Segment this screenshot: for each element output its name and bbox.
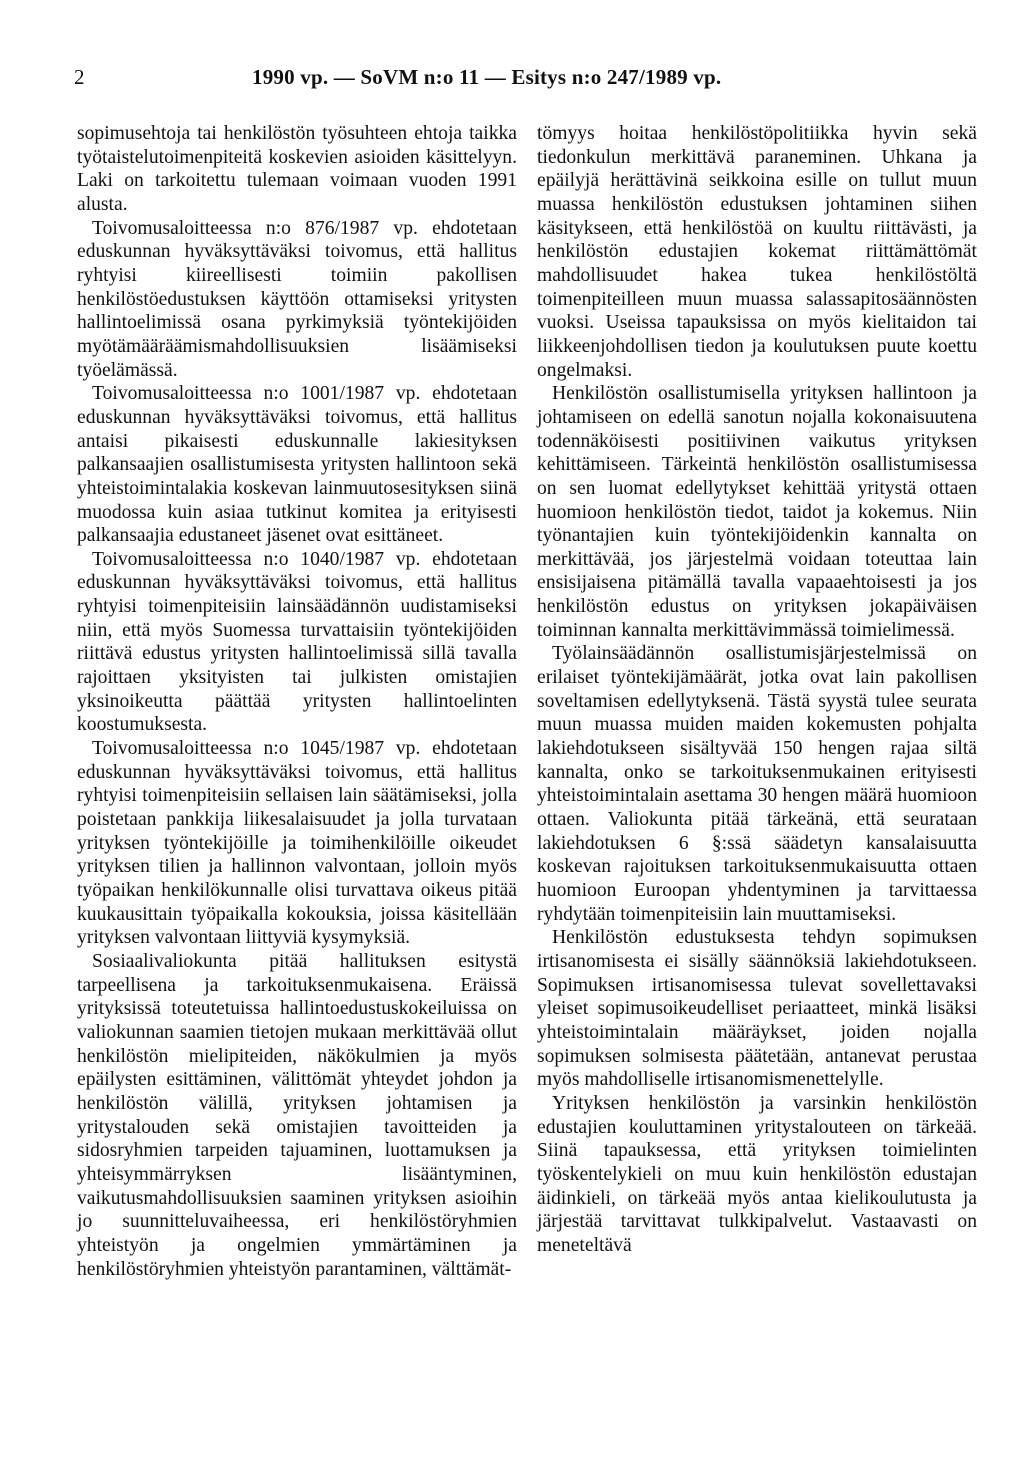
left-column <box>77 122 517 1281</box>
paragraph: Yrityksen henkilöstön ja varsinkin henkilöstön edustajien kouluttaminen yritystalouteen on tärkeää. Siinä tapauksessa, että yrityksen toimielinten työskentelykieli on muu kuin henkilöstön edustajan äidinkieli, on tärkeää myös antaa kielikoulutusta ja järjestää tarvittavat tulkkipalvelut. Vastaavasti on meneteltävä <box>537 1092 977 1256</box>
paragraph: Toivomusaloitteessa n:o 1040/1987 vp. ehdotetaan eduskunnan hyväksyttäväksi toivomus, että hallitus ryhtyisi toimenpiteisiin lainsäädännön uudistamiseksi niin, että myös Suomessa turvattaisiin työntekijöiden riittävä edustus yritysten hallintoelimissä sillä tavalla rajoittaen yksityisten tai julkisten omistajien yksinoikeutta päättää yritysten hallintoelinten koostumuksesta. <box>77 548 517 736</box>
paragraph: Toivomusaloitteessa n:o 1045/1987 vp. ehdotetaan eduskunnan hyväksyttäväksi toivomus, että hallitus ryhtyisi toimenpiteisiin sellaisen lain säätämiseksi, jolla poistetaan pankkija liikesalaisuudet ja jolla turvataan yrityksen työntekijöille ja toimihenkilöille oikeudet yrityksen tilien ja hallinnon valvontaan, jolloin myös työpaikan henkilökunnalle olisi turvattava oikeus pitää kuukausittain työpaikalla kokouksia, joissa käsitellään yrityksen valvontaan liittyviä kysymyksiä. <box>77 738 517 949</box>
paragraph: Toivomusaloitteessa n:o 1001/1987 vp. ehdotetaan eduskunnan hyväksyttäväksi toivomus, että hallitus antaisi pikaisesti eduskunnalle lakiesityksen palkansaajien osallistumisesta yritysten hallintoon sekä yhteistoimintalakia koskevan lainmuutosesityksen siinä muodossa kuin asiaa tutkinut komitea ja erityisesti palkansaajia edustaneet jäsenet ovat esittäneet. <box>77 383 517 547</box>
paragraph: Sosiaalivaliokunta pitää hallituksen esitystä tarpeellisena ja tarkoituksenmukaisena. Eräissä yrityksissä toteutetuissa hallintoedustuskokeiluissa on valiokunnan saamien tietojen mukaan merkittävää ollut henkilöstön mielipiteiden, näkökulmien ja myös epäilysten esittäminen, välittömät yhteydet johdon ja henkilöstön välillä, yrityksen johtamisen ja yritystalouden sekä omistajien tavoitteiden ja sidosryhmien tarpeiden tajuaminen, luottamuksen ja yhteisymmärryksen lisääntyminen, vaikutusmahdollisuuksien saaminen yrityksen asioihin jo suunnitteluvaiheessa, eri henkilöstöryhmien yhteistyön ja ongelmien ymmärtäminen ja henkilöstöryhmien yhteistyön parantaminen, välttämät- <box>77 950 517 1280</box>
running-title: 1990 vp. — SoVM n:o 11 — Esitys n:o 247/1989 vp. <box>252 65 722 89</box>
paragraph: sopimusehtoja tai henkilöstön työsuhteen ehtoja taikka työtaistelutoimenpiteitä koskevien asioiden käsittelyyn. Laki on tarkoitettu tulemaan voimaan vuoden 1991 alusta. <box>77 123 517 215</box>
paragraph: Henkilöstön osallistumisella yrityksen hallintoon ja johtamiseen on edellä sanotun nojalla kokonaisuutena todennäköisesti positiivinen vaikutus yrityksen kehittämiseen. Tärkeintä henkilöstön osallistumisessa on sen luomat edellytykset kehittää yritystä ottaen huomioon henkilöstön tiedot, taidot ja kokemus. Niin työnantajien kuin työntekijöidenkin kannalta on merkittävää, jos järjestelmä voidaan toteuttaa lain ensisijaisena pitämällä tavalla vapaaehtoisesti ja jos henkilöstön edustus on yrityksen jokapäiväisen toiminnan kannalta merkittävimmässä toimielimessä. <box>537 383 977 641</box>
paragraph: Henkilöstön edustuksesta tehdyn sopimuksen irtisanomisesta ei sisälly säännöksiä lakiehdotukseen. Sopimuksen irtisanomisessa tulevat sovellettavaksi yleiset sopimusoikeudelliset periaatteet, minkä lisäksi yhteistoimintalain määräykset, joiden nojalla sopimuksen solmisesta päätetään, antanevat perustaa myös mahdolliselle irtisanomismenettelylle. <box>537 927 977 1091</box>
paragraph: Toivomusaloitteessa n:o 876/1987 vp. ehdotetaan eduskunnan hyväksyttäväksi toivomus, että hallitus ryhtyisi kiireellisesti toimiin pakollisen henkilöstöedustuksen käyttöön ottamiseksi yritysten hallintoelimissä osana pyrkimyksiä työntekijöiden myötämääräämismahdollisuuksien lisäämiseksi työelämässä. <box>77 217 517 381</box>
paragraph: tömyys hoitaa henkilöstöpolitiikka hyvin sekä tiedonkulun merkittävä paraneminen. Uhkana ja epäilyjä herättävinä seikkoina esille on tullut muun muassa henkilöstön edustuksen johtaminen siihen käsitykseen, että henkilöstöä on kuultu riittävästi, ja henkilöstön edustajien kokemat riittämättömät mahdollisuudet hakea tukea henkilöstöltä toimenpiteilleen muun muassa salassapitosäännösten vuoksi. Useissa tapauksissa on myös kielitaidon tai liikkeenjohdollisen tiedon ja koulutuksen puute koettu ongelmaksi. <box>537 123 977 381</box>
right-column <box>537 122 977 1258</box>
page-number: 2 <box>74 65 85 89</box>
paragraph: Työlainsäädännön osallistumisjärjestelmissä on erilaiset työntekijämäärät, jotka ovat lain pakollisen soveltamisen edellytyksenä. Tästä syystä tulee seurata muun muassa muiden maiden kokemusten pohjalta lakiehdotukseen sisältyvää 150 hengen rajaa siltä kannalta, onko se tarkoituksenmukainen erityisesti yhteistoimintalain asettama 30 hengen määrä huomioon ottaen. Valiokunta pitää tärkeänä, että seurataan lakiehdotuksen 6 §:ssä säädetyn kansalaisuutta koskevan rajoituksen tarkoituksenmukaisuutta ottaen huomioon Euroopan yhdentyminen ja tarvittaessa ryhdytään toimenpiteisiin lain muuttamiseksi. <box>537 643 977 925</box>
page-header <box>74 62 954 92</box>
